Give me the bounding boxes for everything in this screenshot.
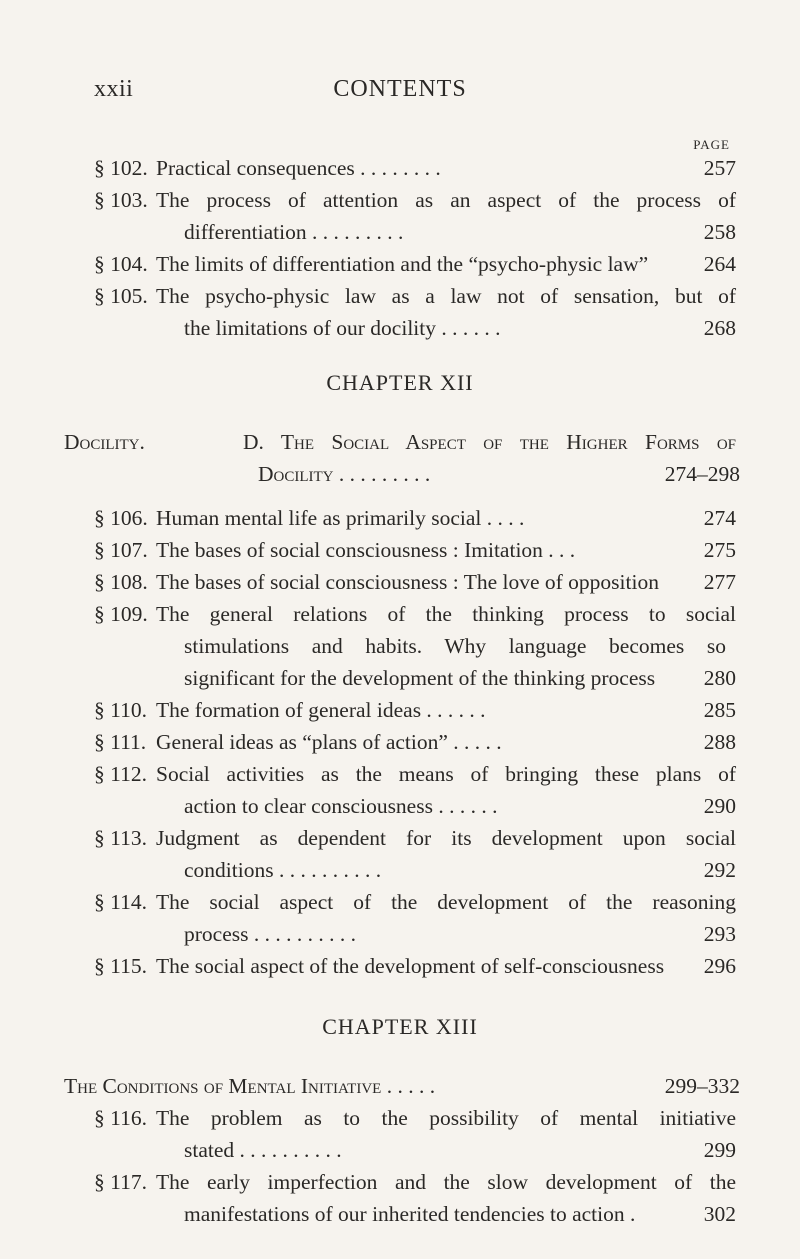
page-number: 290 <box>703 794 736 818</box>
page-range: 299–332 <box>664 1074 740 1098</box>
entry-title: The limits of differentiation and the “psycho-physic law” <box>156 252 649 276</box>
page-number: 280 <box>703 666 736 690</box>
entry-title: The social aspect of the development of self-consciousness <box>156 954 665 978</box>
section-number: § 112. <box>94 762 147 786</box>
toc-entry <box>94 566 736 598</box>
entry-title-line: Social activities as the means of bringing these plans of <box>156 762 736 786</box>
entry-title-line: stimulations and habits. Why language becomes so <box>184 634 726 658</box>
chapter-heading: CHAPTER XIII <box>322 1014 478 1039</box>
page-number: 277 <box>703 570 736 594</box>
page-number: 296 <box>703 954 736 978</box>
section-number: § 109. <box>94 602 148 626</box>
side-label: Docility. <box>64 430 145 454</box>
section-number: § 104. <box>94 252 148 276</box>
page-number: 288 <box>703 730 736 754</box>
running-head-title: CONTENTS <box>333 76 467 102</box>
toc-entry <box>94 598 736 694</box>
toc-entry <box>94 886 736 950</box>
entry-title-line: The social aspect of the development of the reasoning <box>156 890 736 914</box>
toc-entry <box>94 1102 736 1166</box>
page-folio: xxii <box>94 76 134 102</box>
entry-title-line: process . . . . . . . . . . <box>184 922 356 946</box>
toc-entry <box>94 280 736 344</box>
chapter-title-entry <box>64 426 740 490</box>
toc-entry <box>94 726 736 758</box>
section-number: § 116. <box>94 1106 147 1130</box>
toc-entry <box>94 694 736 726</box>
page-range: 274–298 <box>664 462 740 486</box>
running-head <box>0 76 800 110</box>
toc-entry <box>94 534 736 566</box>
section-number: § 105. <box>94 284 148 308</box>
entry-title: The bases of social consciousness : Imitation . . . <box>156 538 576 562</box>
section-number: § 114. <box>94 890 147 914</box>
entry-title-line: The general relations of the thinking process to social <box>156 602 736 626</box>
entry-title-line: manifestations of our inherited tendencies to action . <box>184 1202 636 1226</box>
entry-title-line: conditions . . . . . . . . . . <box>184 858 382 882</box>
page-number: 258 <box>703 220 736 244</box>
toc-entry <box>94 248 736 280</box>
page-number: 292 <box>703 858 736 882</box>
chapter-heading: CHAPTER XII <box>326 370 474 395</box>
section-number: § 103. <box>94 188 148 212</box>
toc-entry <box>94 950 736 982</box>
section-number: § 106. <box>94 506 148 530</box>
page-number: 293 <box>703 922 736 946</box>
entry-title-line: differentiation . . . . . . . . . <box>184 220 404 244</box>
chapter-title-line: D. The Social Aspect of the Higher Forms of <box>243 430 736 454</box>
toc-entry <box>94 822 736 886</box>
page-number: 302 <box>703 1202 736 1226</box>
entry-title: The bases of social consciousness : The love of opposition <box>156 570 659 594</box>
page-number: 285 <box>703 698 736 722</box>
entry-title-line: The early imperfection and the slow development of the <box>156 1170 736 1194</box>
section-number: § 108. <box>94 570 148 594</box>
chapter-title-line: Docility . . . . . . . . . <box>258 462 431 486</box>
entry-title: General ideas as “plans of action” . . . . . <box>156 730 502 754</box>
entry-title-line: significant for the development of the thinking process <box>184 666 656 690</box>
section-number: § 111. <box>94 730 147 754</box>
entry-title-line: The problem as to the possibility of mental initiative <box>156 1106 736 1130</box>
page-column-label: PAGE <box>693 137 730 152</box>
entry-title: Practical consequences . . . . . . . . <box>156 156 441 180</box>
toc-entry <box>94 502 736 534</box>
chapter-title: The Conditions of Mental Initiative . . . . . <box>64 1074 436 1098</box>
section-number: § 113. <box>94 826 147 850</box>
toc-entry <box>94 184 736 248</box>
section-number: § 107. <box>94 538 148 562</box>
section-number: § 115. <box>94 954 147 978</box>
chapter-title-entry <box>64 1070 740 1102</box>
toc-entry <box>94 152 736 184</box>
entry-title-line: Judgment as dependent for its development upon social <box>156 826 736 850</box>
entry-title-line: action to clear consciousness . . . . . . <box>184 794 498 818</box>
entry-title-line: The process of attention as an aspect of the process of <box>156 188 736 212</box>
section-number: § 110. <box>94 698 147 722</box>
section-number: § 117. <box>94 1170 147 1194</box>
entry-title: The formation of general ideas . . . . . . <box>156 698 486 722</box>
page-number: 274 <box>703 506 736 530</box>
entry-title-line: the limitations of our docility . . . . . . <box>184 316 501 340</box>
page-number: 275 <box>703 538 736 562</box>
page-number: 264 <box>703 252 736 276</box>
toc-entry <box>94 1166 736 1230</box>
entry-title-line: stated . . . . . . . . . . <box>184 1138 342 1162</box>
entry-title: Human mental life as primarily social . . . . <box>156 506 525 530</box>
toc-entry <box>94 758 736 822</box>
page-number: 268 <box>703 316 736 340</box>
section-number: § 102. <box>94 156 148 180</box>
page-number: 299 <box>703 1138 736 1162</box>
entry-title-line: The psycho-physic law as a law not of sensation, but of <box>156 284 736 308</box>
page-number: 257 <box>703 156 736 180</box>
